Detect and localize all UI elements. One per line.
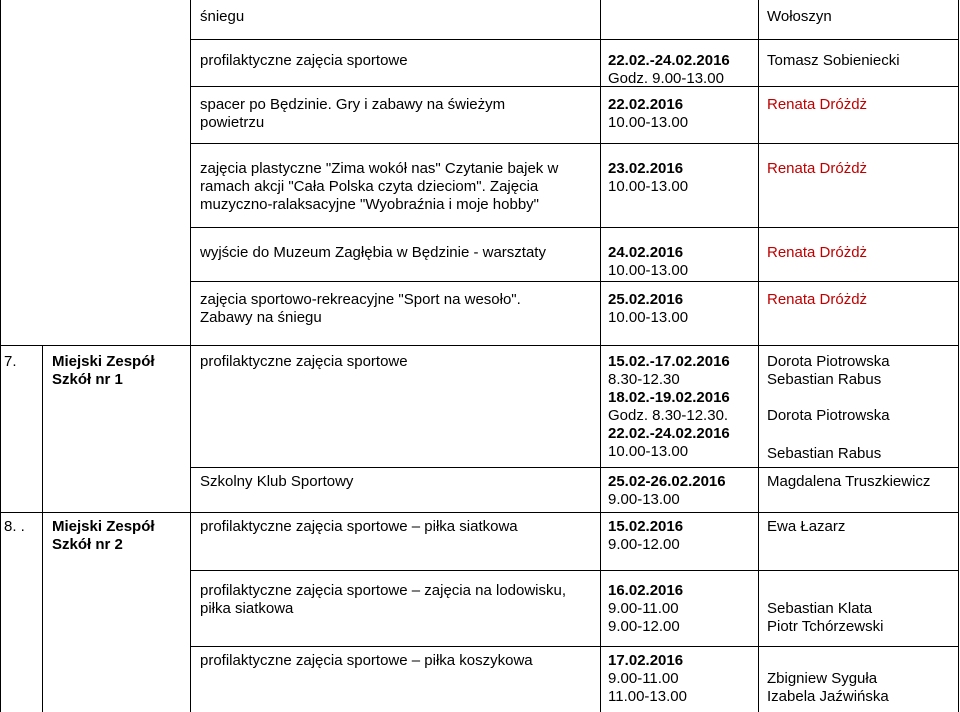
section-divider bbox=[0, 345, 959, 346]
activity-cell: powietrzu bbox=[200, 114, 265, 131]
activity-cell: zajęcia sportowo-rekreacyjne "Sport na wesoło". bbox=[200, 291, 521, 308]
date-cell: 22.02.-24.02.2016 bbox=[608, 52, 730, 69]
date-cell: 18.02.-19.02.2016 bbox=[608, 389, 730, 406]
time-cell: 10.00-13.00 bbox=[608, 309, 689, 326]
row-number: 7. bbox=[4, 353, 17, 370]
person-cell: Sebastian Klata bbox=[767, 600, 873, 617]
person-cell: Renata Dróżdż bbox=[767, 291, 868, 308]
time-cell: Godz. 8.30-12.30. bbox=[608, 407, 729, 424]
time-cell: 8.30-12.30 bbox=[608, 371, 680, 388]
date-cell: 17.02.2016 bbox=[608, 652, 684, 669]
date-cell: 16.02.2016 bbox=[608, 582, 684, 599]
row-divider bbox=[190, 86, 959, 87]
activity-cell: profilaktyczne zajęcia sportowe – zajęcia na lodowisku, bbox=[200, 582, 567, 599]
date-cell: 24.02.2016 bbox=[608, 244, 684, 261]
time-cell: Godz. 9.00-13.00 bbox=[608, 70, 724, 87]
table-border-left bbox=[0, 0, 1, 712]
person-cell: Piotr Tchórzewski bbox=[767, 618, 884, 635]
activity-cell: profilaktyczne zajęcia sportowe – piłka siatkowa bbox=[200, 518, 518, 535]
activity-cell: muzyczno-ralaksacyjne "Wyobraźnia i moje hobby" bbox=[200, 196, 539, 213]
table-border-right bbox=[958, 0, 959, 712]
date-cell: 25.02-26.02.2016 bbox=[608, 473, 726, 490]
time-cell: 9.00-12.00 bbox=[608, 536, 680, 553]
activity-cell: profilaktyczne zajęcia sportowe bbox=[200, 353, 408, 370]
col-divider-num bbox=[42, 345, 43, 712]
person-cell: Dorota Piotrowska bbox=[767, 407, 890, 424]
person-cell: Magdalena Truszkiewicz bbox=[767, 473, 931, 490]
school-name: Szkół nr 2 bbox=[52, 536, 123, 553]
row-divider bbox=[190, 227, 959, 228]
col-divider-date bbox=[758, 0, 759, 712]
person-cell: Ewa Łazarz bbox=[767, 518, 846, 535]
person-cell: Tomasz Sobieniecki bbox=[767, 52, 900, 69]
person-cell: Renata Dróżdż bbox=[767, 244, 868, 261]
activity-cell: profilaktyczne zajęcia sportowe bbox=[200, 52, 408, 69]
activity-cell: ramach akcji "Cała Polska czyta dzieciom". Zajęcia bbox=[200, 178, 539, 195]
person-cell: Renata Dróżdż bbox=[767, 96, 868, 113]
date-cell: 15.02.-17.02.2016 bbox=[608, 353, 730, 370]
col-divider-school bbox=[190, 0, 191, 712]
school-name: Miejski Zespół bbox=[52, 353, 155, 370]
school-name: Szkół nr 1 bbox=[52, 371, 123, 388]
time-cell: 11.00-13.00 bbox=[608, 688, 687, 705]
row-divider bbox=[190, 281, 959, 282]
person-cell: Sebastian Rabus bbox=[767, 445, 882, 462]
activity-cell: Zabawy na śniegu bbox=[200, 309, 322, 326]
activity-cell: Szkolny Klub Sportowy bbox=[200, 473, 354, 490]
activity-cell: spacer po Będzinie. Gry i zabawy na świeżym bbox=[200, 96, 506, 113]
date-cell: 22.02.-24.02.2016 bbox=[608, 425, 730, 442]
time-cell: 9.00-12.00 bbox=[608, 618, 680, 635]
row-divider bbox=[190, 39, 959, 40]
person-cell: Sebastian Rabus bbox=[767, 371, 882, 388]
date-cell: 15.02.2016 bbox=[608, 518, 684, 535]
time-cell: 9.00-13.00 bbox=[608, 491, 680, 508]
time-cell: 10.00-13.00 bbox=[608, 114, 689, 131]
person-cell: Wołoszyn bbox=[767, 8, 832, 25]
row-divider bbox=[190, 570, 959, 571]
activity-cell: profilaktyczne zajęcia sportowe – piłka koszykowa bbox=[200, 652, 533, 669]
row-number: 8. . bbox=[4, 518, 25, 535]
date-cell: 22.02.2016 bbox=[608, 96, 684, 113]
activity-cell: wyjście do Muzeum Zagłębia w Będzinie - warsztaty bbox=[200, 244, 546, 261]
person-cell: Renata Dróżdż bbox=[767, 160, 868, 177]
date-cell: 25.02.2016 bbox=[608, 291, 684, 308]
person-cell: Zbigniew Syguła bbox=[767, 670, 878, 687]
row-divider bbox=[190, 143, 959, 144]
date-cell: 23.02.2016 bbox=[608, 160, 684, 177]
person-cell: Izabela Jaźwińska bbox=[767, 688, 889, 705]
time-cell: 10.00-13.00 bbox=[608, 443, 689, 460]
row-divider bbox=[190, 467, 959, 468]
section-divider bbox=[0, 512, 959, 513]
time-cell: 9.00-11.00 bbox=[608, 670, 679, 687]
col-divider-activity bbox=[600, 0, 601, 712]
time-cell: 10.00-13.00 bbox=[608, 178, 689, 195]
person-cell: Dorota Piotrowska bbox=[767, 353, 890, 370]
time-cell: 10.00-13.00 bbox=[608, 262, 689, 279]
activity-cell: zajęcia plastyczne "Zima wokół nas" Czytanie bajek w bbox=[200, 160, 559, 177]
activity-cell: śniegu bbox=[200, 8, 245, 25]
activity-cell: piłka siatkowa bbox=[200, 600, 294, 617]
school-name: Miejski Zespół bbox=[52, 518, 155, 535]
row-divider bbox=[190, 646, 959, 647]
time-cell: 9.00-11.00 bbox=[608, 600, 679, 617]
